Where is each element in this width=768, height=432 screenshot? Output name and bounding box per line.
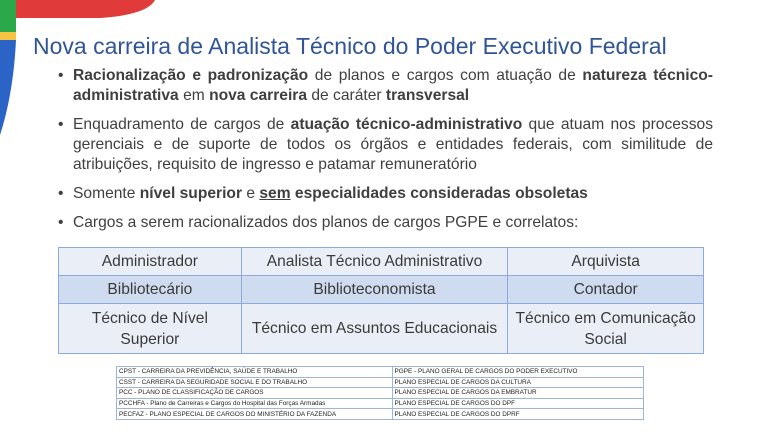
table-cell: Técnico de Nível Superior	[59, 304, 242, 354]
legend-row	[117, 388, 644, 399]
legend-cell: PLANO ESPECIAL DE CARGOS DO DPF	[392, 398, 643, 409]
bullet-1-text-2: em	[178, 87, 210, 104]
table-cell: Técnico em Assuntos Educacionais	[241, 304, 508, 354]
bullet-2-text-2: que atuam nos processos gerenciais e de suporte de todos os órgãos e entidades federais, com similitude de atribuições, requisito de ingresso e patamar remuneratório	[73, 116, 713, 173]
slide-title: Nova carreira de Analista Técnico do Poder Executivo Federal	[33, 33, 667, 59]
table-cell: Bibliotecário	[59, 276, 242, 304]
bullet-3-text-1: Somente	[73, 185, 140, 202]
legend-cell: PCC - PLANO DE CLASSIFICAÇÃO DE CARGOS	[117, 388, 393, 399]
table-cell: Contador	[508, 276, 704, 304]
table-cell: Técnico em Comunicação Social	[508, 304, 704, 354]
legend-row	[117, 409, 644, 420]
legend-row	[117, 367, 644, 378]
bullet-cargos	[58, 213, 713, 233]
legend-table	[116, 366, 644, 420]
bullet-1-bold-1: Racionalização e padronização	[73, 67, 309, 84]
bullet-1-text-3: de caráter	[307, 87, 386, 104]
bullet-3-bold-2: especialidades consideradas obsoletas	[290, 185, 588, 202]
bullet-3-bold-1: nível superior	[139, 185, 243, 202]
table-cell: Analista Técnico Administrativo	[241, 248, 508, 276]
legend-row	[117, 398, 644, 409]
bullet-2-bold-1: atuação técnico-administrativo	[290, 116, 523, 133]
legend-cell: PECFAZ - PLANO ESPECIAL DE CARGOS DO MINISTÉRIO DA FAZENDA	[117, 409, 393, 420]
table-row	[59, 276, 704, 304]
legend-row	[117, 377, 644, 388]
legend-cell: PLANO ESPECIAL DE CARGOS DA EMBRATUR	[392, 388, 643, 399]
bullet-4-text: Cargos a serem racionalizados dos planos de cargos PGPE e correlatos:	[73, 214, 579, 231]
legend-cell: PLANO ESPECIAL DE CARGOS DO DPRF	[392, 409, 643, 420]
legend-cell: CPST - CARREIRA DA PREVIDÊNCIA, SAÚDE E TRABALHO	[117, 367, 393, 378]
bullet-1-text-1: de planos e cargos com atuação de	[308, 67, 583, 84]
legend-cell: PLANO ESPECIAL DE CARGOS DA CULTURA	[392, 377, 643, 388]
bullet-3-underline: sem	[259, 185, 291, 202]
legend-cell: CSST - CARREIRA DA SEGURIDADE SOCIAL E DO TRABALHO	[117, 377, 393, 388]
bullet-2-text-1: Enquadramento de cargos de	[73, 116, 291, 133]
table-cell: Administrador	[59, 248, 242, 276]
bullet-1-bold-4: transversal	[385, 87, 470, 104]
bullet-list	[58, 66, 713, 242]
legend-cell: PGPE - PLANO GERAL DE CARGOS DO PODER EXECUTIVO	[392, 367, 643, 378]
legend-cell: PCCHFA - Plano de Carreiras e Cargos do Hospital das Forças Armadas	[117, 398, 393, 409]
bullet-enquadramento	[58, 115, 713, 175]
bullet-racionalizacao	[58, 66, 713, 106]
bullet-nivel-superior	[58, 184, 713, 204]
cargos-table	[58, 247, 704, 354]
bullet-3-text-2: e	[242, 185, 260, 202]
table-row	[59, 304, 704, 354]
table-row	[59, 248, 704, 276]
table-cell: Arquivista	[508, 248, 704, 276]
bullet-1-bold-2: natureza técnico-administrativa	[73, 67, 713, 104]
table-cell: Biblioteconomista	[241, 276, 508, 304]
bullet-1-bold-3: nova carreira	[209, 87, 308, 104]
